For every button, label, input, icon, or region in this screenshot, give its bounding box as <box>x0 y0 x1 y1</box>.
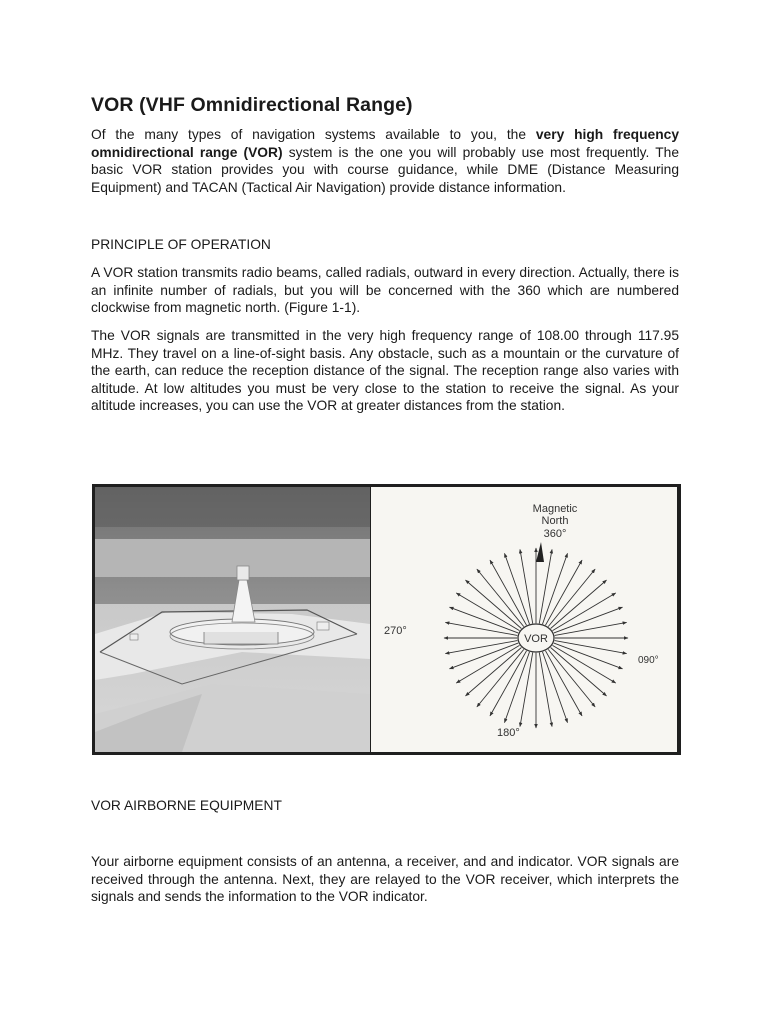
vor-station-photo <box>95 487 370 752</box>
airborne-paragraph: Your airborne equipment consists of an antenna, a receiver, and and indicator. VOR signals are received through the antenna. Next, they are relayed to the VOR receiver, which interprets the signals and sends the information to the VOR indicator. <box>91 854 679 904</box>
heading-360-label: 360° <box>543 528 567 540</box>
intro-text-start: Of the many types of navigation systems available to you, the <box>91 127 536 142</box>
intro-bold-term: very high frequency omnidirectional range (VOR) <box>91 127 679 160</box>
heading-270-label: 270° <box>384 625 407 637</box>
vor-radials-diagram <box>371 487 677 752</box>
north-label: North <box>541 515 569 527</box>
principle-paragraph-2: The VOR signals are transmitted in the very high frequency range of 108.00 through 117.95 MHz. They travel on a line-of-sight basis. Any obstacle, such as a mountain or the curvature of the earth, can reduce the reception distance of the signal. The reception range also varies with altitude. At low altitudes you must be very close to the station to receive the signal. As your altitude increases, you can use the VOR at greater distances from the station. <box>91 328 679 413</box>
intro-paragraph <box>91 126 679 196</box>
magnetic-label: Magnetic <box>532 503 578 515</box>
figure-svg <box>92 484 681 755</box>
heading-090-label: 090° <box>638 655 659 666</box>
heading-180-label: 180° <box>497 727 520 739</box>
page-title: VOR (VHF Omnidirectional Range) <box>91 94 413 116</box>
section-heading-airborne: VOR AIRBORNE EQUIPMENT <box>91 798 282 813</box>
vor-center-label: VOR <box>524 633 548 645</box>
section-heading-principle: PRINCIPLE OF OPERATION <box>91 237 271 252</box>
intro-text-end: system is the one you will probably use most frequently. The basic VOR station provides you with course guidance, while DME (Distance Measuring Equipment) and TACAN (Tactical Air Navigation) provide distance information. <box>91 144 679 195</box>
principle-paragraph-1: A VOR station transmits radio beams, called radials, outward in every direction. Actually, there is an infinite number of radials, but you will be concerned with the 360 which are numbered clockwise from magnetic north. (Figure 1-1). <box>91 265 679 315</box>
figure-vor-station <box>92 484 681 755</box>
